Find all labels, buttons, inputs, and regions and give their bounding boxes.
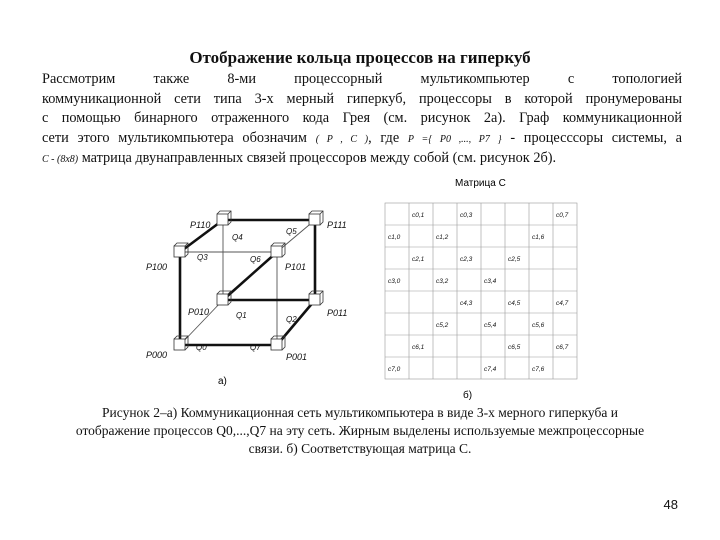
- cell-c45: c4,5: [508, 300, 521, 307]
- cell-c43: c4,3: [460, 300, 473, 307]
- cell-c21: c2,1: [412, 256, 425, 263]
- label-b: б): [463, 390, 473, 401]
- caption-line-1: Рисунок 2–а) Коммуникационная сеть мультикомпьютера в виде 3-х мерного гиперкуба и: [102, 405, 618, 420]
- formula-processor-set: P ={ P0 ,..., P7 }: [407, 133, 502, 145]
- cell-c52: c5,2: [436, 322, 449, 329]
- cell-c07: c0,7: [556, 212, 569, 219]
- label-p111: P111: [327, 220, 347, 230]
- label-p000: P000: [146, 350, 168, 360]
- label-p011: P011: [327, 308, 348, 318]
- formula-matrix-size: C - (8x8): [42, 154, 79, 165]
- node-p111: [309, 211, 323, 225]
- figure-caption: [48, 404, 672, 458]
- paragraph-line-3: с помощью бинарного отраженного кода Грея (см. рисунок 2а). Граф коммуникационной: [42, 110, 682, 126]
- page-number: 48: [663, 497, 678, 512]
- paragraph-line-4-text-c: - процесссоры системы, а: [510, 129, 683, 146]
- label-p100: P100: [146, 262, 168, 272]
- label-p010: P010: [188, 307, 210, 317]
- caption-line-2: отображение процессов Q0,...,Q7 на эту сеть. Жирным выделены используемые межпроцессорные: [75, 423, 645, 438]
- caption-line-3: связи. б) Соответствующая матрица C.: [248, 441, 472, 456]
- label-q6: Q6: [250, 255, 261, 264]
- node-p010: [217, 291, 231, 305]
- cell-c74: c7,4: [484, 366, 497, 373]
- paragraph-line-4-text-a: сети этого мультикомпьютера обозначим: [42, 129, 307, 146]
- label-p110: P110: [190, 220, 211, 230]
- bold-edges: [180, 220, 315, 345]
- cell-c01: c0,1: [412, 212, 425, 219]
- slide-title: Отображение кольца процессов на гиперкуб: [189, 48, 531, 67]
- node-p001: [271, 336, 285, 350]
- hypercube-diagram: [146, 211, 347, 387]
- cell-c76: c7,6: [532, 366, 545, 373]
- paragraph-line-5: [42, 149, 682, 170]
- paragraph-line-2: коммуникационной сети типа 3-х мерный гиперкуб, процессоры в которой пронумерованы: [42, 90, 682, 107]
- cell-c65: c6,5: [508, 344, 521, 351]
- cell-c56: c5,6: [532, 322, 545, 329]
- cell-c34: c3,4: [484, 278, 497, 285]
- formula-graph: ( P , C ): [315, 133, 369, 145]
- cell-c25: c2,5: [508, 256, 521, 263]
- cell-c30: c3,0: [388, 278, 401, 285]
- label-q0: Q0: [196, 343, 207, 352]
- body-paragraph: [42, 70, 682, 170]
- node-p110: [217, 211, 231, 225]
- paragraph-line-4: [42, 129, 682, 150]
- cell-c61: c6,1: [412, 344, 425, 351]
- label-q5: Q5: [286, 227, 297, 236]
- label-q2: Q2: [286, 315, 297, 324]
- matrix-title: Матрица С: [455, 178, 506, 189]
- label-p101: P101: [285, 262, 307, 272]
- cell-c12: c1,2: [436, 234, 449, 241]
- thin-edges: [180, 220, 315, 345]
- cell-c16: c1,6: [532, 234, 545, 241]
- cell-c03: c0,3: [460, 212, 473, 219]
- cell-c54: c5,4: [484, 322, 497, 329]
- cell-c70: c7,0: [388, 366, 401, 373]
- matrix-grid: [385, 203, 577, 379]
- label-p001: P001: [286, 352, 308, 362]
- cell-c23: c2,3: [460, 256, 473, 263]
- node-p101: [271, 243, 285, 257]
- label-q1: Q1: [236, 311, 247, 320]
- paragraph-line-4-text-b: , где: [368, 129, 400, 146]
- label-q3: Q3: [197, 253, 208, 262]
- cell-c67: c6,7: [556, 344, 569, 351]
- label-q4: Q4: [232, 233, 243, 242]
- paragraph-line-1: Рассмотрим также 8-ми процессорный мультикомпьютер с топологией: [42, 71, 682, 87]
- figure: [140, 170, 580, 410]
- paragraph-line-5-text: матрица двунаправленных связей процессоров между собой (см. рисунок 2б).: [81, 150, 557, 166]
- node-p100: [174, 243, 188, 257]
- label-a: а): [218, 376, 227, 387]
- cell-c10: c1,0: [388, 234, 401, 241]
- cell-c32: c3,2: [436, 278, 449, 285]
- matrix-c: [385, 178, 577, 401]
- cell-c47: c4,7: [556, 300, 569, 307]
- label-q7: Q7: [250, 343, 261, 352]
